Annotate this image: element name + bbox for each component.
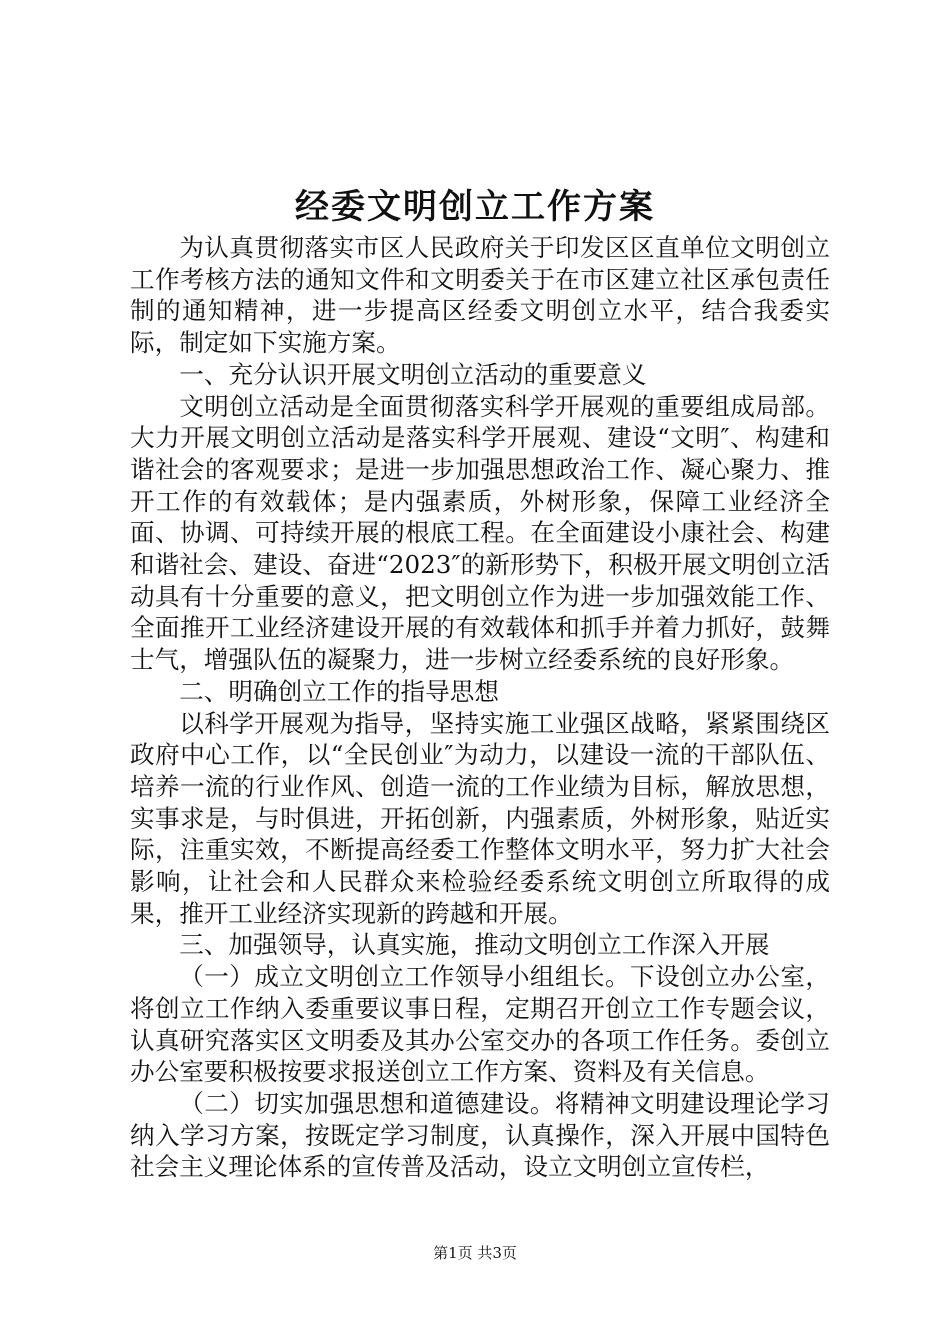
document-body <box>130 232 830 1183</box>
section-3-item-2: （二）切实加强思想和道德建设。将精神文明建设理论学习纳入学习方案，按既定学习制度，认真操作，深入开展中国特色社会主义理论体系的宣传普及活动，设立文明创立宣传栏， <box>130 1088 830 1182</box>
section-heading-3: 三、加强领导，认真实施，推动文明创立工作深入开展 <box>179 930 770 960</box>
section-3-item-1: （一）成立文明创立工作领导小组组长。下设创立办公室，将创立工作纳入委重要议事日程，定期召开创立工作专题会议，认真研究落实区文明委及其办公室交办的各项工作任务。委创立办公室要积极按要求报送创立工作方案、资料及有关信息。 <box>130 962 830 1087</box>
intro-paragraph: 为认真贯彻落实市区人民政府关于印发区区直单位文明创立工作考核方法的通知文件和文明委关于在市区建立社区承包责任制的通知精神，进一步提高区经委文明创立水平，结合我委实际，制定如下实施方案。 <box>130 233 830 358</box>
section-heading-2: 二、明确创立工作的指导思想 <box>179 676 499 706</box>
page-number-footer: 第1页 共3页 <box>433 1244 517 1262</box>
page-title: 经委文明创立工作方案 <box>295 187 655 227</box>
section-1-paragraph: 文明创立活动是全面贯彻落实科学开展观的重要组成局部。大力开展文明创立活动是落实科学开展观、建设“文明″、构建和谐社会的客观要求；是进一步加强思想政治工作、凝心聚力、推开工作的有效载体；是内强素质，外树形象，保障工业经济全面、协调、可持续开展的根底工程。在全面建设小康社会、构建和谐社会、建设、奋进“2023″的新形势下，积极开展文明创立活动具有十分重要的意义，把文明创立作为进一步加强效能工作、全面推开工业经济建设开展的有效载体和抓手并着力抓好，鼓舞士气，增强队伍的凝聚力，进一步树立经委系统的良好形象。 <box>130 391 830 675</box>
section-heading-1: 一、充分认识开展文明创立活动的重要意义 <box>179 359 647 389</box>
section-2-paragraph: 以科学开展观为指导，坚持实施工业强区战略，紧紧围绕区政府中心工作，以“全民创业″为动力，以建设一流的干部队伍、培养一流的行业作风、创造一流的工作业绩为目标，解放思想，实事求是，与时俱进，开拓创新，内强素质，外树形象，贴近实际，注重实效，不断提高经委工作整体文明水平，努力扩大社会影响，让社会和人民群众来检验经委系统文明创立所取得的成果，推开工业经济实现新的跨越和开展。 <box>130 708 830 928</box>
